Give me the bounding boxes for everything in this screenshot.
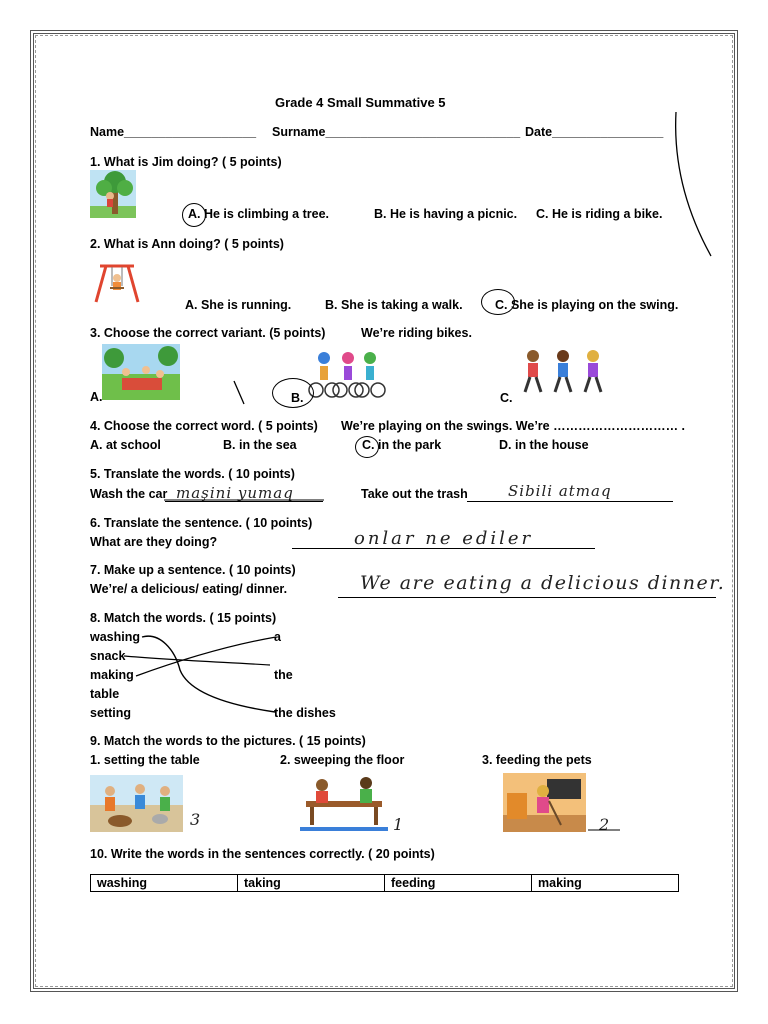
q3-prompt: We’re riding bikes.	[361, 326, 472, 340]
q9-answer-2: 1	[393, 815, 405, 834]
q4-option-c[interactable]: C. in the park	[362, 438, 442, 452]
q8-left-2[interactable]: snack	[90, 649, 126, 663]
q9-item-3: 3. feeding the pets	[482, 753, 592, 767]
q4-option-a[interactable]: A. at school	[90, 438, 161, 452]
q2-option-c[interactable]: C. She is playing on the swing.	[495, 298, 679, 312]
q6-prompt: What are they doing?	[90, 535, 218, 549]
q4-prompt: We’re playing on the swings. We’re ………………………… .	[341, 419, 686, 433]
q1-question: 1. What is Jim doing? ( 5 points)	[90, 155, 282, 169]
date-field[interactable]: Date________________	[525, 125, 664, 139]
q9-question: 9. Match the words to the pictures. ( 15 points)	[90, 734, 366, 748]
q5-answer-2: Sibili atmaq	[508, 482, 612, 500]
q2-option-a[interactable]: A. She is running.	[185, 298, 292, 312]
q9-item-2: 2. sweeping the floor	[280, 753, 405, 767]
q7-answer: We are eating a delicious dinner.	[360, 572, 726, 594]
word-bank-cell: washing	[91, 875, 238, 892]
q7-prompt: We’re/ a delicious/ eating/ dinner.	[90, 582, 288, 596]
surname-field[interactable]: Surname____________________________	[272, 125, 521, 139]
q4-option-b[interactable]: B. in the sea	[223, 438, 297, 452]
q2-option-b[interactable]: B. She is taking a walk.	[325, 298, 463, 312]
match-line-making	[136, 637, 276, 676]
match-line-washing	[142, 636, 275, 712]
q9-item-1: 1. setting the table	[90, 753, 200, 767]
match-line-snack	[124, 656, 270, 665]
q4-question: 4. Choose the correct word. ( 5 points)	[90, 419, 318, 433]
q5-item-1: Wash the car	[90, 487, 168, 501]
q10-question: 10. Write the words in the sentences correctly. ( 20 points)	[90, 847, 435, 861]
q1-option-c[interactable]: C. He is riding a bike.	[536, 207, 663, 221]
word-bank-cell: feeding	[385, 875, 532, 892]
word-bank-cell: taking	[238, 875, 385, 892]
q5-answer-1: maşini yumaq	[176, 484, 294, 502]
q8-right-1[interactable]: a	[274, 630, 281, 644]
q3-label-a[interactable]: A.	[90, 390, 103, 404]
q3-stray-mark	[234, 381, 244, 404]
header-margin-stroke	[676, 112, 711, 256]
q4-option-d[interactable]: D. in the house	[499, 438, 589, 452]
q9-answer-3: 2	[599, 815, 611, 834]
q8-right-3[interactable]: the dishes	[274, 706, 336, 720]
q8-left-5[interactable]: setting	[90, 706, 131, 720]
q3-label-b[interactable]: B.	[291, 391, 304, 405]
q8-question: 8. Match the words. ( 15 points)	[90, 611, 277, 625]
q5-item-2: Take out the trash	[361, 487, 468, 501]
worksheet-title: Grade 4 Small Summative 5	[275, 95, 446, 110]
q5-question: 5. Translate the words. ( 10 points)	[90, 467, 295, 481]
q8-right-2[interactable]: the	[274, 668, 293, 682]
q8-left-1[interactable]: washing	[90, 630, 141, 644]
q7-question: 7. Make up a sentence. ( 10 points)	[90, 563, 296, 577]
word-bank-cell: making	[532, 875, 679, 892]
q6-question: 6. Translate the sentence. ( 10 points)	[90, 516, 313, 530]
q2-question: 2. What is Ann doing? ( 5 points)	[90, 237, 284, 251]
q6-answer: onlar ne ediler	[354, 528, 534, 549]
q9-answer-1: 3	[190, 810, 202, 829]
q8-left-3[interactable]: making	[90, 668, 134, 682]
q8-left-4[interactable]: table	[90, 687, 120, 701]
q1-option-b[interactable]: B. He is having a picnic.	[374, 207, 518, 221]
name-field[interactable]: Name___________________	[90, 125, 257, 139]
q1-option-a[interactable]: A. He is climbing a tree.	[188, 207, 330, 221]
q3-label-c[interactable]: C.	[500, 391, 513, 405]
q3-question: 3. Choose the correct variant. (5 points)	[90, 326, 326, 340]
